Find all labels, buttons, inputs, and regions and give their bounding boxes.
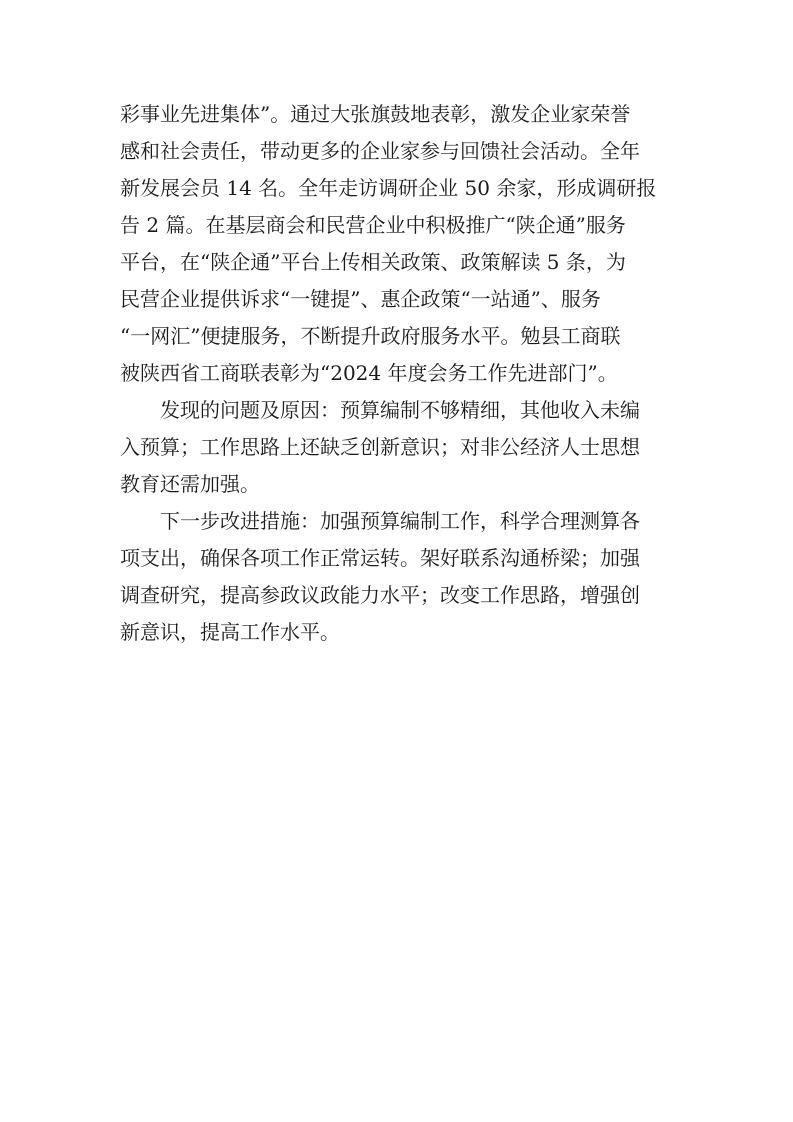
text-line: 项支出，确保各项工作正常运转。架好联系沟通桥梁；加强 [120,546,640,570]
text-line: 感和社会责任，带动更多的企业家参与回馈社会活动。全年 [120,139,640,163]
text-line: 被陕西省工商联表彰为“2024 年度会务工作先进部门”。 [120,361,618,385]
paragraph-problems [120,392,676,503]
text-line: 下一步改进措施：加强预算编制工作，科学合理测算各 [120,509,640,533]
document-body [120,96,676,651]
text-line: 新发展会员 14 名。全年走访调研企业 50 余家，形成调研报 [120,176,657,200]
text-line: “一网汇”便捷服务，不断提升政府服务水平。勉县工商联 [120,324,621,348]
text-line: 教育还需加强。 [120,472,260,496]
paragraph-improvements [120,503,676,651]
text-line: 民营企业提供诉求“一键提”、惠企政策“一站通”、服务 [120,287,601,311]
text-line: 彩事业先进集体”。通过大张旗鼓地表彰，激发企业家荣誉 [120,102,631,126]
text-line: 新意识，提高工作水平。 [120,620,340,644]
text-line: 平台，在“陕企通”平台上传相关政策、政策解读 5 条，为 [120,250,626,274]
text-line: 发现的问题及原因：预算编制不够精细，其他收入未编 [120,398,640,422]
text-line: 调查研究，提高参政议政能力水平；改变工作思路，增强创 [120,583,640,607]
text-line: 告 2 篇。在基层商会和民营企业中积极推广“陕企通”服务 [120,213,626,237]
text-line: 入预算；工作思路上还缺乏创新意识；对非公经济人士思想 [120,435,640,459]
paragraph-achievements [120,96,676,392]
